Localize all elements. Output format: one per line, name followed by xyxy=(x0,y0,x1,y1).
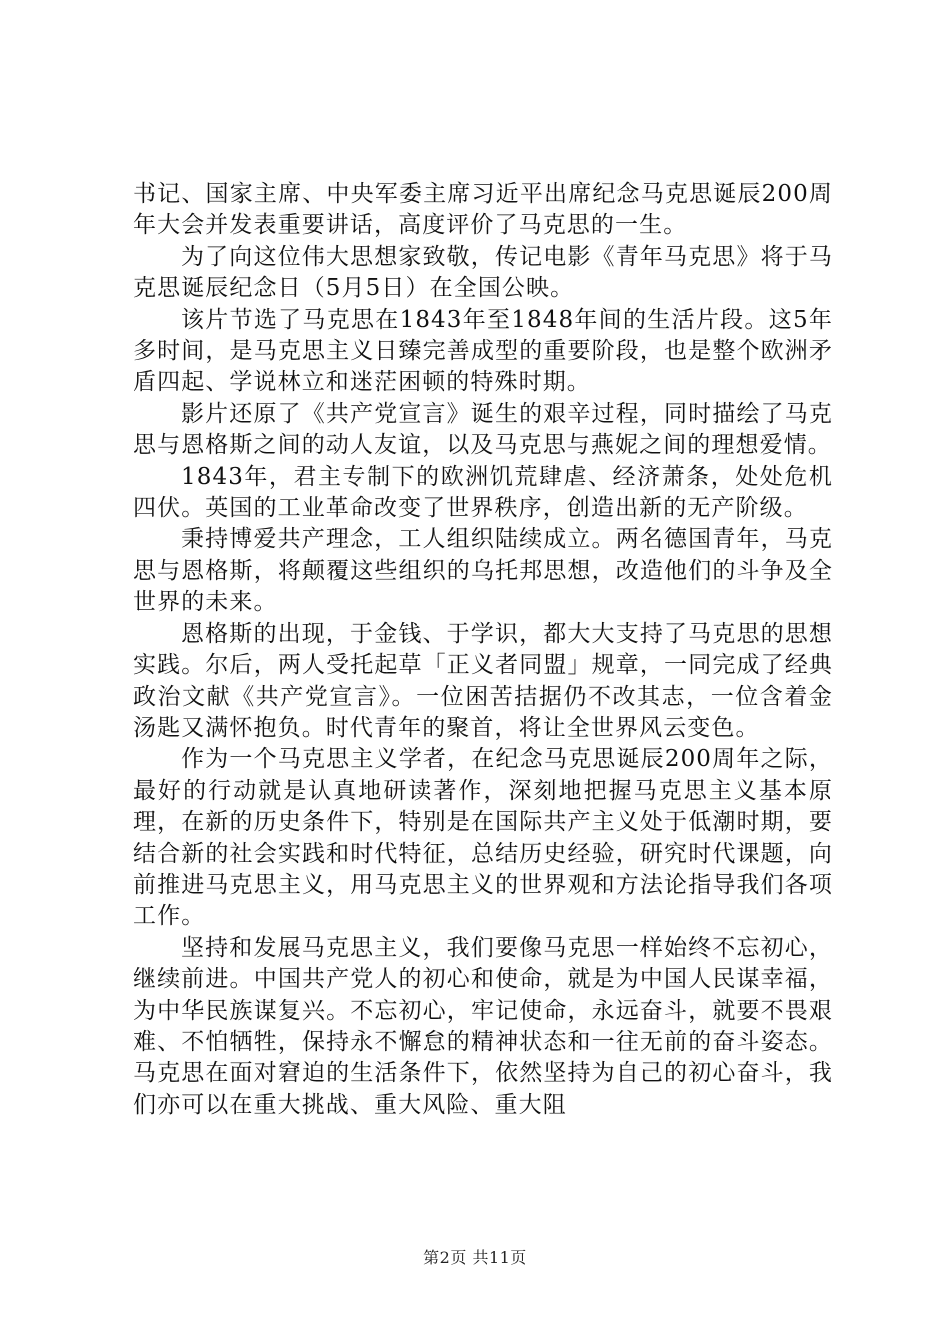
paragraph-1: 书记、国家主席、中央军委主席习近平出席纪念马克思诞辰200周年大会并发表重要讲话，高度评价了马克思的一生。 xyxy=(133,181,833,239)
paragraph-5: 1843年，君主专制下的欧洲饥荒肆虐、经济萧条，处处危机四伏。英国的工业革命改变了世界秩序，创造出新的无产阶级。 xyxy=(133,463,833,522)
page-footer: 第2页 共11页 xyxy=(423,1248,527,1267)
paragraph-9: 坚持和发展马克思主义，我们要像马克思一样始终不忘初心，继续前进。中国共产党人的初心和使命，就是为中国人民谋幸福，为中华民族谋复兴。不忘初心，牢记使命，永远奋斗，就要不畏艰难、不怕牺牲，保持永不懈怠的精神状态和一往无前的奋斗姿态。马克思在面对窘迫的生活条件下，依然坚持为自己的初心奋斗，我们亦可以在重大挑战、重大风险、重大阻 xyxy=(133,934,833,1118)
paragraph-2: 为了向这位伟大思想家致敬，传记电影《青年马克思》将于马克思诞辰纪念日（5月5日）在全国公映。 xyxy=(133,243,833,302)
document-body xyxy=(133,179,833,1121)
paragraph-6: 秉持博爱共产理念，工人组织陆续成立。两名德国青年，马克思与恩格斯，将颠覆这些组织的乌托邦思想，改造他们的斗争及全世界的未来。 xyxy=(133,526,833,616)
paragraph-7: 恩格斯的出现，于金钱、于学识，都大大支持了马克思的思想实践。尔后，两人受托起草「正义者同盟」规章，一同完成了经典政治文献《共产党宣言》。一位困苦拮据仍不改其志，一位含着金汤匙又满怀抱负。时代青年的聚首，将让全世界风云变色。 xyxy=(133,620,833,741)
paragraph-8: 作为一个马克思主义学者，在纪念马克思诞辰200周年之际，最好的行动就是认真地研读著作，深刻地把握马克思主义基本原理，在新的历史条件下，特别是在国际共产主义处于低潮时期，要结合新的社会实践和时代特征，总结历史经验，研究时代课题，向前推进马克思主义，用马克思主义的世界观和方法论指导我们各项工作。 xyxy=(133,746,833,930)
paragraph-4: 影片还原了《共产党宣言》诞生的艰辛过程，同时描绘了马克思与恩格斯之间的动人友谊，以及马克思与燕妮之间的理想爱情。 xyxy=(133,400,833,459)
paragraph-3: 该片节选了马克思在1843年至1848年间的生活片段。这5年多时间，是马克思主义日臻完善成型的重要阶段，也是整个欧洲矛盾四起、学说林立和迷茫困顿的特殊时期。 xyxy=(133,306,833,396)
